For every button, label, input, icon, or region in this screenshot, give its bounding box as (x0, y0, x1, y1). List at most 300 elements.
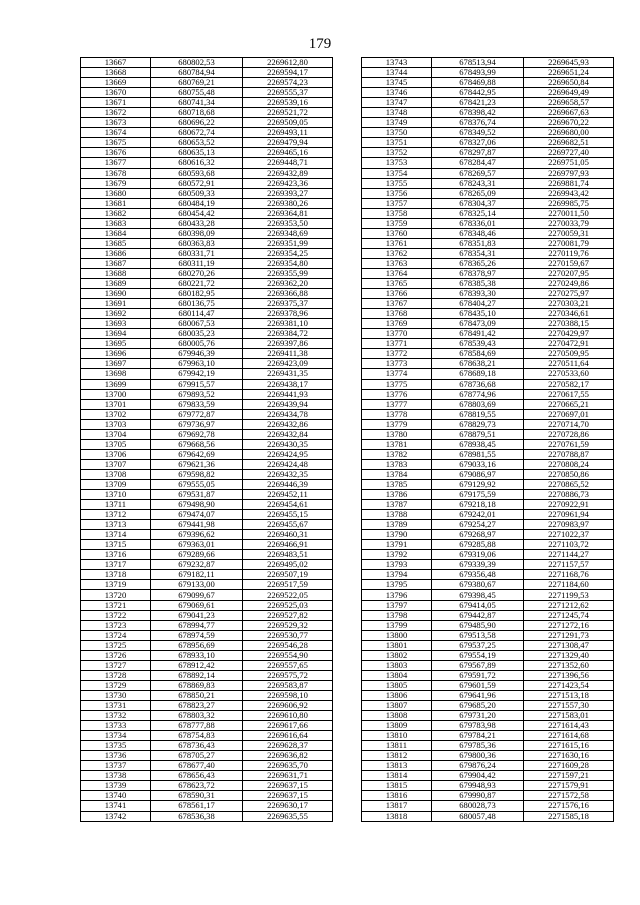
x-coordinate-cell: 679319,06 (432, 550, 524, 560)
x-coordinate-cell: 678398,42 (432, 108, 524, 118)
table-row (362, 379, 614, 389)
x-coordinate-cell: 678623,72 (151, 781, 243, 791)
table-row (81, 610, 333, 620)
y-coordinate-cell: 2269658,57 (524, 98, 614, 108)
table-row (362, 339, 614, 349)
table-row (362, 208, 614, 218)
table-row (362, 620, 614, 630)
table-row (81, 429, 333, 439)
y-coordinate-cell: 2270728,86 (524, 429, 614, 439)
point-number-cell: 13762 (362, 248, 432, 258)
table-row (362, 791, 614, 801)
y-coordinate-cell: 2269616,64 (243, 731, 333, 741)
x-coordinate-cell: 679041,23 (151, 610, 243, 620)
table-row (362, 680, 614, 690)
point-number-cell: 13721 (81, 600, 151, 610)
x-coordinate-cell: 679396,62 (151, 530, 243, 540)
y-coordinate-cell: 2269751,05 (524, 158, 614, 168)
point-number-cell: 13733 (81, 721, 151, 731)
point-number-cell: 13724 (81, 630, 151, 640)
point-number-cell: 13690 (81, 289, 151, 299)
y-coordinate-cell: 2269432,86 (243, 419, 333, 429)
point-number-cell: 13705 (81, 439, 151, 449)
x-coordinate-cell: 680028,73 (432, 801, 524, 811)
x-coordinate-cell: 678803,69 (432, 399, 524, 409)
point-number-cell: 13806 (362, 690, 432, 700)
table-row (362, 469, 614, 479)
x-coordinate-cell: 679356,48 (432, 570, 524, 580)
table-row (81, 78, 333, 88)
point-number-cell: 13785 (362, 479, 432, 489)
y-coordinate-cell: 2269651,24 (524, 68, 614, 78)
table-row (81, 570, 333, 580)
y-coordinate-cell: 2269424,48 (243, 459, 333, 469)
x-coordinate-cell: 679942,19 (151, 369, 243, 379)
point-number-cell: 13671 (81, 98, 151, 108)
y-coordinate-cell: 2269397,86 (243, 339, 333, 349)
table-row (81, 389, 333, 399)
x-coordinate-cell: 678656,43 (151, 771, 243, 781)
y-coordinate-cell: 2269617,66 (243, 721, 333, 731)
x-coordinate-cell: 680593,68 (151, 168, 243, 178)
point-number-cell: 13753 (362, 158, 432, 168)
point-number-cell: 13730 (81, 690, 151, 700)
point-number-cell: 13707 (81, 459, 151, 469)
x-coordinate-cell: 678265,09 (432, 188, 524, 198)
y-coordinate-cell: 2269521,72 (243, 108, 333, 118)
x-coordinate-cell: 679963,10 (151, 359, 243, 369)
y-coordinate-cell: 2269364,81 (243, 208, 333, 218)
point-number-cell: 13687 (81, 258, 151, 268)
table-row (81, 268, 333, 278)
y-coordinate-cell: 2270346,61 (524, 309, 614, 319)
point-number-cell: 13709 (81, 479, 151, 489)
y-coordinate-cell: 2269631,71 (243, 771, 333, 781)
table-row (362, 610, 614, 620)
x-coordinate-cell: 678348,46 (432, 228, 524, 238)
point-number-cell: 13750 (362, 128, 432, 138)
y-coordinate-cell: 2269431,35 (243, 369, 333, 379)
table-row (362, 148, 614, 158)
point-number-cell: 13770 (362, 329, 432, 339)
point-number-cell: 13778 (362, 409, 432, 419)
x-coordinate-cell: 678269,57 (432, 168, 524, 178)
x-coordinate-cell: 679731,20 (432, 711, 524, 721)
x-coordinate-cell: 680696,22 (151, 118, 243, 128)
table-row (362, 490, 614, 500)
table-row (362, 590, 614, 600)
table-row (81, 791, 333, 801)
table-row (81, 771, 333, 781)
y-coordinate-cell: 2269557,65 (243, 660, 333, 670)
x-coordinate-cell: 680718,68 (151, 108, 243, 118)
point-number-cell: 13813 (362, 761, 432, 771)
table-row (81, 620, 333, 630)
table-row (81, 721, 333, 731)
x-coordinate-cell: 678376,74 (432, 118, 524, 128)
x-coordinate-cell: 679289,66 (151, 550, 243, 560)
table-row (81, 58, 333, 68)
x-coordinate-cell: 678536,38 (151, 811, 243, 821)
table-row (362, 108, 614, 118)
y-coordinate-cell: 2269378,96 (243, 309, 333, 319)
point-number-cell: 13667 (81, 58, 151, 68)
y-coordinate-cell: 2269384,72 (243, 329, 333, 339)
point-number-cell: 13807 (362, 701, 432, 711)
table-row (362, 520, 614, 530)
point-number-cell: 13787 (362, 500, 432, 510)
table-row (81, 540, 333, 550)
point-number-cell: 13728 (81, 670, 151, 680)
point-number-cell: 13797 (362, 600, 432, 610)
x-coordinate-cell: 680363,83 (151, 238, 243, 248)
table-row (81, 148, 333, 158)
x-coordinate-cell: 678469,88 (432, 78, 524, 88)
x-coordinate-cell: 679531,87 (151, 490, 243, 500)
x-coordinate-cell: 678349,52 (432, 128, 524, 138)
point-number-cell: 13695 (81, 339, 151, 349)
point-number-cell: 13812 (362, 751, 432, 761)
table-row (81, 650, 333, 660)
page-number: 179 (308, 36, 332, 52)
y-coordinate-cell: 2271308,47 (524, 640, 614, 650)
point-number-cell: 13769 (362, 319, 432, 329)
x-coordinate-cell: 678351,83 (432, 238, 524, 248)
y-coordinate-cell: 2269432,84 (243, 429, 333, 439)
table-row (81, 479, 333, 489)
y-coordinate-cell: 2269680,00 (524, 128, 614, 138)
table-row (362, 138, 614, 148)
y-coordinate-cell: 2269943,42 (524, 188, 614, 198)
point-number-cell: 13817 (362, 801, 432, 811)
y-coordinate-cell: 2271615,16 (524, 741, 614, 751)
y-coordinate-cell: 2270033,79 (524, 218, 614, 228)
y-coordinate-cell: 2270249,86 (524, 279, 614, 289)
table-row (362, 670, 614, 680)
point-number-cell: 13791 (362, 540, 432, 550)
x-coordinate-cell: 679555,05 (151, 479, 243, 489)
x-coordinate-cell: 679948,93 (432, 781, 524, 791)
x-coordinate-cell: 679254,27 (432, 520, 524, 530)
table-row (362, 319, 614, 329)
table-row (81, 801, 333, 811)
table-row (362, 409, 614, 419)
table-row (362, 429, 614, 439)
y-coordinate-cell: 2269465,16 (243, 148, 333, 158)
y-coordinate-cell: 2269423,36 (243, 178, 333, 188)
y-coordinate-cell: 2269637,15 (243, 791, 333, 801)
table-row (362, 128, 614, 138)
point-number-cell: 13723 (81, 620, 151, 630)
table-row (81, 469, 333, 479)
y-coordinate-cell: 2271272,16 (524, 620, 614, 630)
y-coordinate-cell: 2269495,02 (243, 560, 333, 570)
point-number-cell: 13694 (81, 329, 151, 339)
x-coordinate-cell: 679339,39 (432, 560, 524, 570)
y-coordinate-cell: 2271583,01 (524, 711, 614, 721)
y-coordinate-cell: 2269529,32 (243, 620, 333, 630)
point-number-cell: 13708 (81, 469, 151, 479)
point-number-cell: 13668 (81, 68, 151, 78)
point-number-cell: 13715 (81, 540, 151, 550)
table-row (362, 168, 614, 178)
table-row (362, 690, 614, 700)
table-row (362, 178, 614, 188)
table-row (362, 500, 614, 510)
table-row (362, 741, 614, 751)
table-row (362, 731, 614, 741)
point-number-cell: 13731 (81, 701, 151, 711)
table-row (81, 88, 333, 98)
x-coordinate-cell: 680755,48 (151, 88, 243, 98)
x-coordinate-cell: 678638,21 (432, 359, 524, 369)
y-coordinate-cell: 2269355,99 (243, 268, 333, 278)
point-number-cell: 13719 (81, 580, 151, 590)
y-coordinate-cell: 2270429,97 (524, 329, 614, 339)
x-coordinate-cell: 679772,87 (151, 409, 243, 419)
table-row (362, 279, 614, 289)
x-coordinate-cell: 678539,43 (432, 339, 524, 349)
y-coordinate-cell: 2270983,97 (524, 520, 614, 530)
y-coordinate-cell: 2271168,76 (524, 570, 614, 580)
x-coordinate-cell: 679498,90 (151, 500, 243, 510)
x-coordinate-cell: 679414,05 (432, 600, 524, 610)
point-number-cell: 13699 (81, 379, 151, 389)
point-number-cell: 13804 (362, 670, 432, 680)
x-coordinate-cell: 679915,57 (151, 379, 243, 389)
table-row (81, 811, 333, 821)
point-number-cell: 13692 (81, 309, 151, 319)
table-row (81, 208, 333, 218)
x-coordinate-cell: 680572,91 (151, 178, 243, 188)
y-coordinate-cell: 2269554,90 (243, 650, 333, 660)
y-coordinate-cell: 2269527,82 (243, 610, 333, 620)
table-row (362, 449, 614, 459)
x-coordinate-cell: 678829,73 (432, 419, 524, 429)
table-row (362, 118, 614, 128)
x-coordinate-cell: 678850,21 (151, 690, 243, 700)
x-coordinate-cell: 680769,21 (151, 78, 243, 88)
y-coordinate-cell: 2269362,20 (243, 279, 333, 289)
y-coordinate-cell: 2269635,55 (243, 811, 333, 821)
x-coordinate-cell: 679232,87 (151, 560, 243, 570)
x-coordinate-cell: 678736,68 (432, 379, 524, 389)
y-coordinate-cell: 2269455,67 (243, 520, 333, 530)
table-row (81, 299, 333, 309)
point-number-cell: 13748 (362, 108, 432, 118)
y-coordinate-cell: 2270081,79 (524, 238, 614, 248)
y-coordinate-cell: 2271579,91 (524, 781, 614, 791)
y-coordinate-cell: 2270388,15 (524, 319, 614, 329)
y-coordinate-cell: 2271614,68 (524, 731, 614, 741)
table-row (362, 359, 614, 369)
x-coordinate-cell: 678421,23 (432, 98, 524, 108)
point-number-cell: 13669 (81, 78, 151, 88)
point-number-cell: 13802 (362, 650, 432, 660)
x-coordinate-cell: 679182,11 (151, 570, 243, 580)
point-number-cell: 13779 (362, 419, 432, 429)
table-row (362, 761, 614, 771)
table-row (81, 590, 333, 600)
point-number-cell: 13818 (362, 811, 432, 821)
x-coordinate-cell: 678243,31 (432, 178, 524, 188)
y-coordinate-cell: 2270303,21 (524, 299, 614, 309)
x-coordinate-cell: 679129,92 (432, 479, 524, 489)
table-row (362, 711, 614, 721)
table-row (81, 369, 333, 379)
point-number-cell: 13756 (362, 188, 432, 198)
table-row (81, 409, 333, 419)
table-row (81, 680, 333, 690)
y-coordinate-cell: 2271585,18 (524, 811, 614, 821)
point-number-cell: 13735 (81, 741, 151, 751)
y-coordinate-cell: 2269546,28 (243, 640, 333, 650)
y-coordinate-cell: 2269594,17 (243, 68, 333, 78)
table-row (81, 248, 333, 258)
table-row (362, 459, 614, 469)
point-number-cell: 13780 (362, 429, 432, 439)
table-row (362, 258, 614, 268)
point-number-cell: 13685 (81, 238, 151, 248)
point-number-cell: 13689 (81, 279, 151, 289)
x-coordinate-cell: 679537,25 (432, 640, 524, 650)
y-coordinate-cell: 2269434,78 (243, 409, 333, 419)
table-row (81, 550, 333, 560)
x-coordinate-cell: 680616,32 (151, 158, 243, 168)
x-coordinate-cell: 678404,27 (432, 299, 524, 309)
x-coordinate-cell: 679485,90 (432, 620, 524, 630)
y-coordinate-cell: 2269351,99 (243, 238, 333, 248)
x-coordinate-cell: 680509,33 (151, 188, 243, 198)
x-coordinate-cell: 679441,98 (151, 520, 243, 530)
x-coordinate-cell: 678677,40 (151, 761, 243, 771)
point-number-cell: 13816 (362, 791, 432, 801)
x-coordinate-cell: 678442,95 (432, 88, 524, 98)
y-coordinate-cell: 2271352,60 (524, 660, 614, 670)
y-coordinate-cell: 2269727,40 (524, 148, 614, 158)
table-row (81, 379, 333, 389)
point-number-cell: 13736 (81, 751, 151, 761)
point-number-cell: 13751 (362, 138, 432, 148)
x-coordinate-cell: 678325,14 (432, 208, 524, 218)
x-coordinate-cell: 678327,06 (432, 138, 524, 148)
point-number-cell: 13810 (362, 731, 432, 741)
y-coordinate-cell: 2269606,92 (243, 701, 333, 711)
table-row (362, 389, 614, 399)
table-row (81, 711, 333, 721)
x-coordinate-cell: 680672,74 (151, 128, 243, 138)
x-coordinate-cell: 680484,19 (151, 198, 243, 208)
point-number-cell: 13722 (81, 610, 151, 620)
y-coordinate-cell: 2270533,60 (524, 369, 614, 379)
table-row (362, 399, 614, 409)
x-coordinate-cell: 678393,30 (432, 289, 524, 299)
point-number-cell: 13682 (81, 208, 151, 218)
point-number-cell: 13674 (81, 128, 151, 138)
y-coordinate-cell: 2269574,23 (243, 78, 333, 88)
point-number-cell: 13775 (362, 379, 432, 389)
point-number-cell: 13734 (81, 731, 151, 741)
x-coordinate-cell: 679591,72 (432, 670, 524, 680)
x-coordinate-cell: 679621,36 (151, 459, 243, 469)
x-coordinate-cell: 678981,55 (432, 449, 524, 459)
point-number-cell: 13800 (362, 630, 432, 640)
x-coordinate-cell: 679218,18 (432, 500, 524, 510)
table-row (362, 640, 614, 650)
x-coordinate-cell: 680114,47 (151, 309, 243, 319)
point-number-cell: 13782 (362, 449, 432, 459)
point-number-cell: 13725 (81, 640, 151, 650)
point-number-cell: 13811 (362, 741, 432, 751)
point-number-cell: 13739 (81, 781, 151, 791)
y-coordinate-cell: 2269636,82 (243, 751, 333, 761)
y-coordinate-cell: 2270865,52 (524, 479, 614, 489)
y-coordinate-cell: 2269507,19 (243, 570, 333, 580)
y-coordinate-cell: 2271572,58 (524, 791, 614, 801)
y-coordinate-cell: 2271199,53 (524, 590, 614, 600)
table-row (362, 439, 614, 449)
point-number-cell: 13729 (81, 680, 151, 690)
y-coordinate-cell: 2271212,62 (524, 600, 614, 610)
point-number-cell: 13759 (362, 218, 432, 228)
y-coordinate-cell: 2271576,16 (524, 801, 614, 811)
y-coordinate-cell: 2269432,89 (243, 168, 333, 178)
table-row (362, 329, 614, 339)
point-number-cell: 13768 (362, 309, 432, 319)
table-row (81, 781, 333, 791)
x-coordinate-cell: 679833,59 (151, 399, 243, 409)
table-row (81, 399, 333, 409)
y-coordinate-cell: 2271103,72 (524, 540, 614, 550)
y-coordinate-cell: 2269628,37 (243, 741, 333, 751)
table-row (81, 490, 333, 500)
table-row (362, 228, 614, 238)
point-number-cell: 13672 (81, 108, 151, 118)
point-number-cell: 13763 (362, 258, 432, 268)
x-coordinate-cell: 678513,94 (432, 58, 524, 68)
point-number-cell: 13681 (81, 198, 151, 208)
table-row (81, 670, 333, 680)
x-coordinate-cell: 678879,51 (432, 429, 524, 439)
table-row (362, 349, 614, 359)
point-number-cell: 13688 (81, 268, 151, 278)
point-number-cell: 13796 (362, 590, 432, 600)
y-coordinate-cell: 2269670,22 (524, 118, 614, 128)
table-row (81, 108, 333, 118)
y-coordinate-cell: 2269667,63 (524, 108, 614, 118)
y-coordinate-cell: 2270808,24 (524, 459, 614, 469)
y-coordinate-cell: 2269354,80 (243, 258, 333, 268)
x-coordinate-cell: 678974,59 (151, 630, 243, 640)
point-number-cell: 13678 (81, 168, 151, 178)
point-number-cell: 13743 (362, 58, 432, 68)
point-number-cell: 13773 (362, 359, 432, 369)
x-coordinate-cell: 678774,96 (432, 389, 524, 399)
y-coordinate-cell: 2269430,35 (243, 439, 333, 449)
y-coordinate-cell: 2270961,94 (524, 510, 614, 520)
y-coordinate-cell: 2270665,21 (524, 399, 614, 409)
point-number-cell: 13752 (362, 148, 432, 158)
point-number-cell: 13738 (81, 771, 151, 781)
point-number-cell: 13746 (362, 88, 432, 98)
point-number-cell: 13726 (81, 650, 151, 660)
table-row (81, 359, 333, 369)
table-row (81, 660, 333, 670)
table-row (81, 580, 333, 590)
point-number-cell: 13710 (81, 490, 151, 500)
y-coordinate-cell: 2271184,60 (524, 580, 614, 590)
point-number-cell: 13677 (81, 158, 151, 168)
